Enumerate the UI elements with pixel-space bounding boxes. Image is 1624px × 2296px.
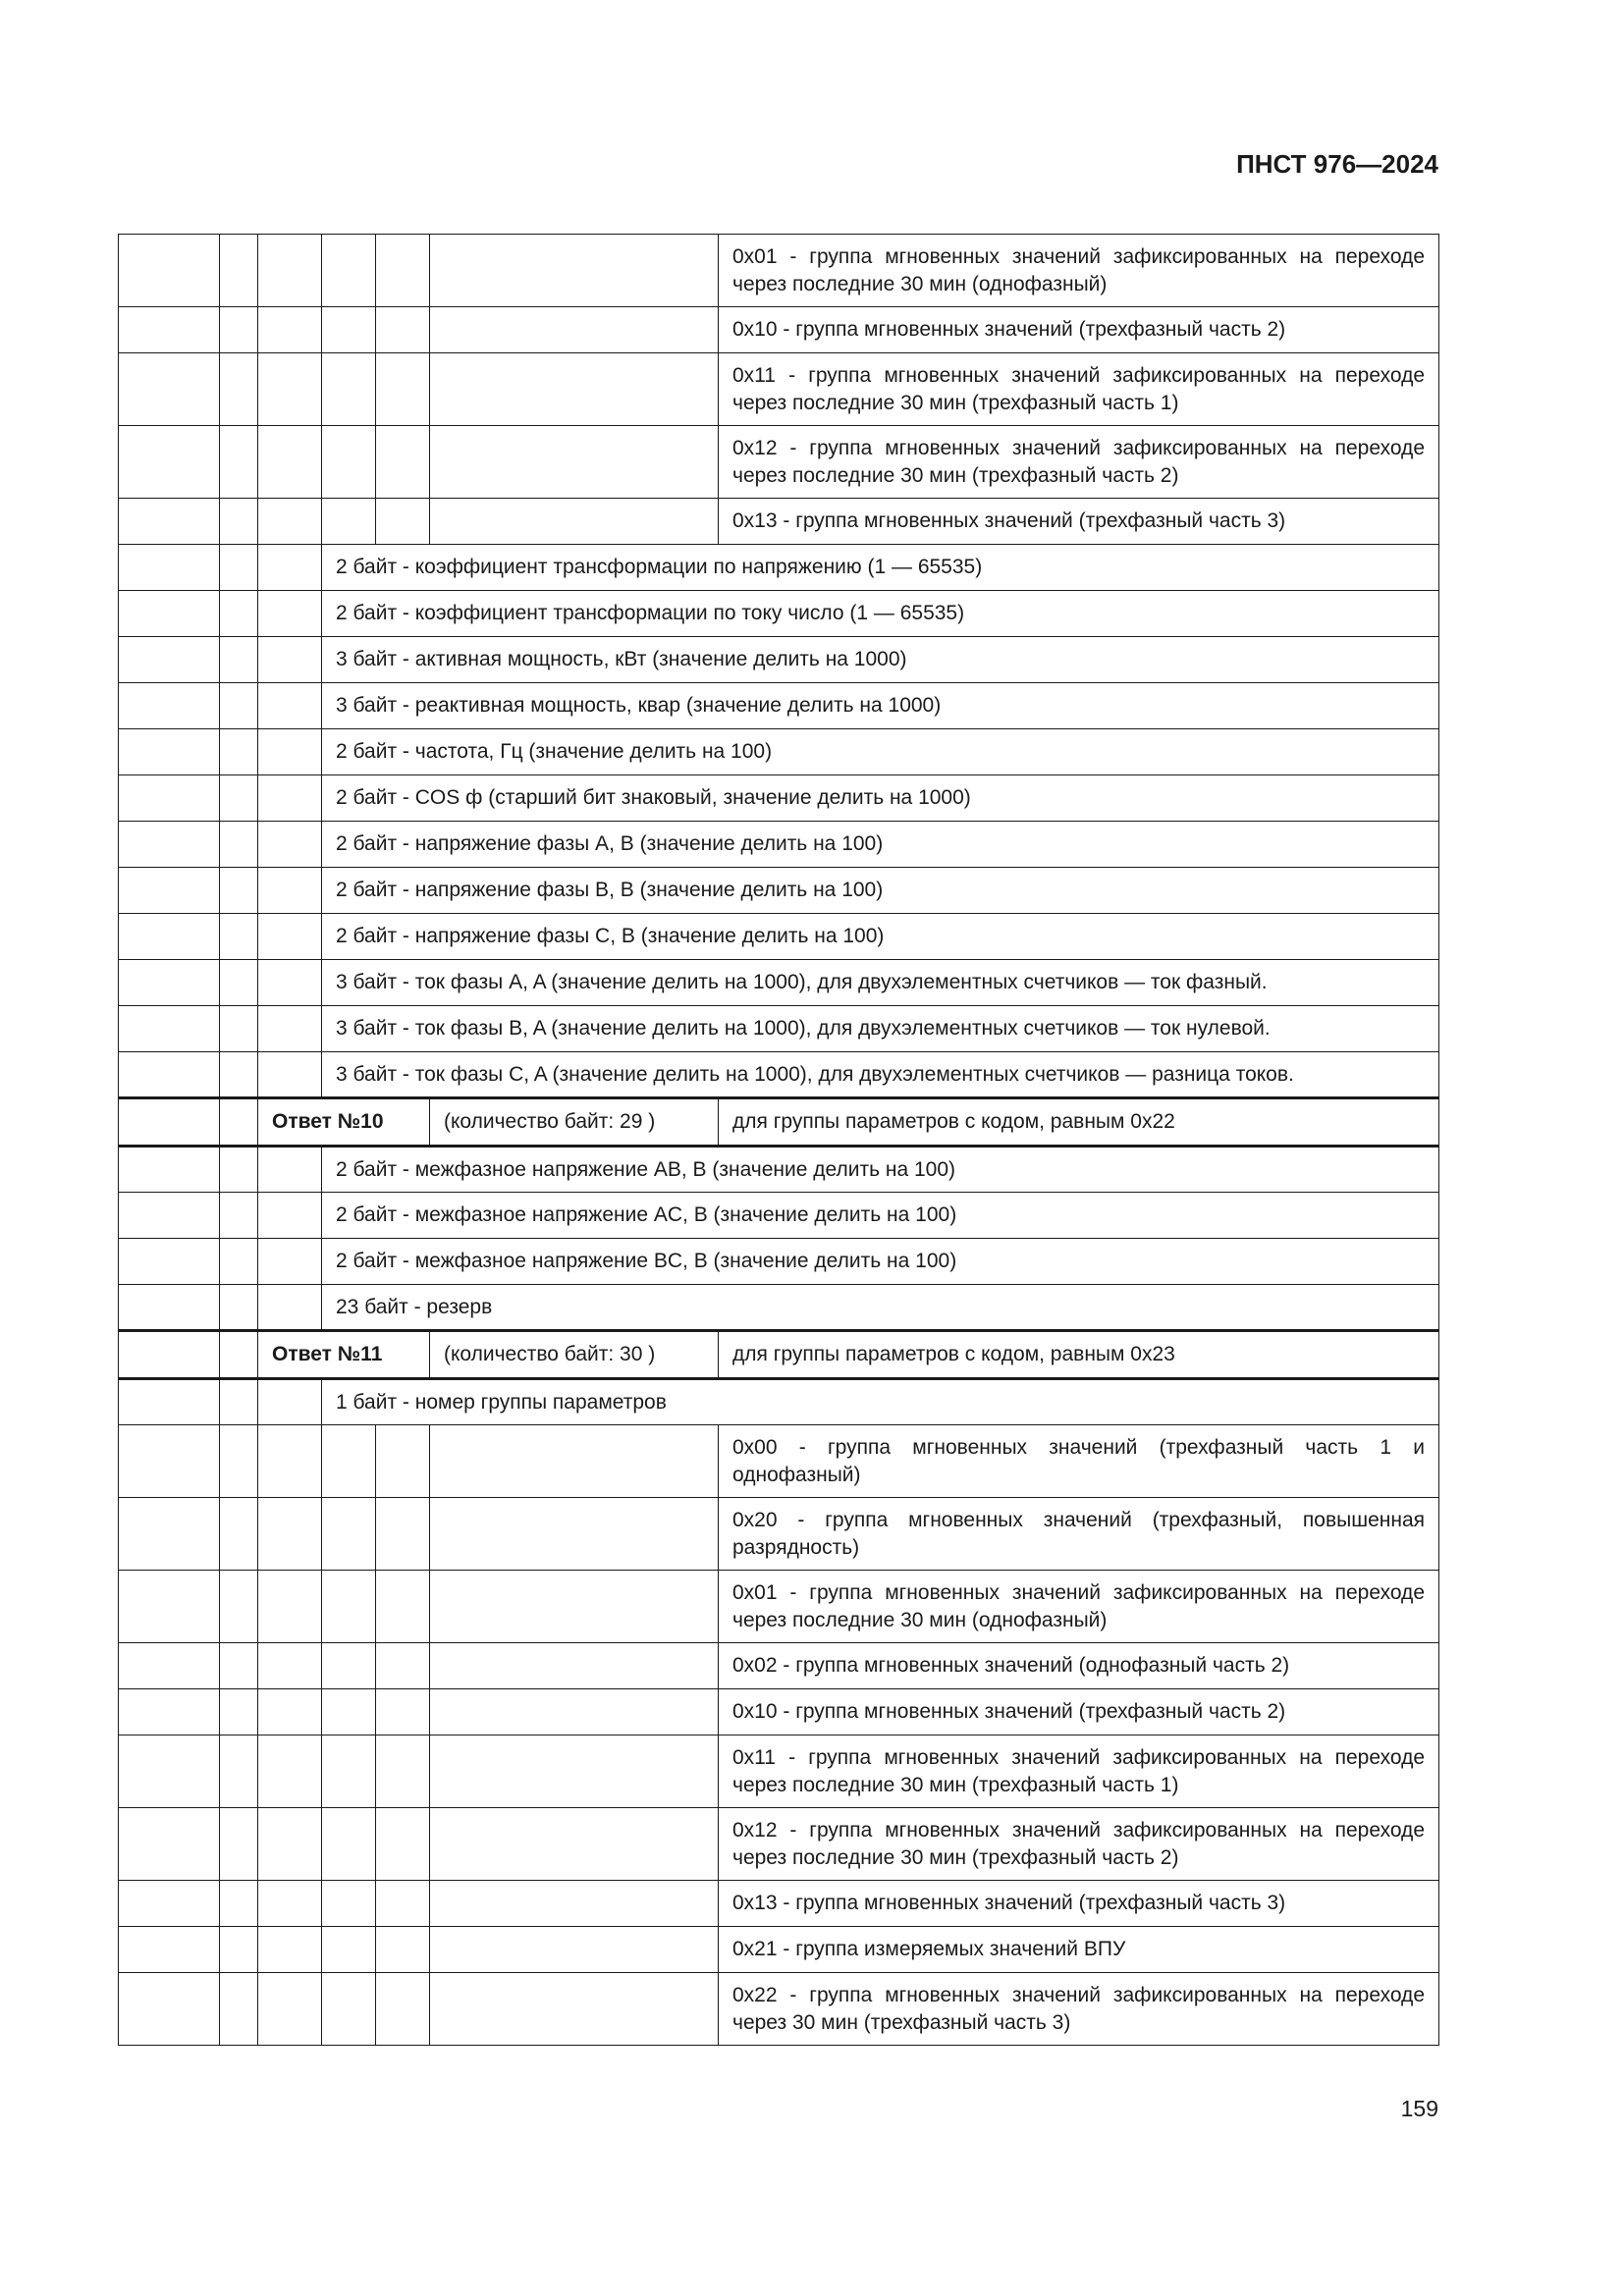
response-header-row (119, 1098, 1439, 1147)
group-code-description: 0x10 - группа мгновенных значений (трехфазный часть 2) (719, 1689, 1439, 1735)
group-code-row (119, 1973, 1439, 2046)
empty-cell (322, 1808, 376, 1881)
group-code-description: 0x12 - группа мгновенных значений зафиксированных на переходе через последние 30 мин (трехфазный часть 2) (719, 426, 1439, 499)
empty-cell (119, 426, 220, 499)
field-row (119, 822, 1439, 868)
empty-cell (220, 960, 258, 1006)
empty-cell (258, 1379, 322, 1425)
empty-cell (119, 235, 220, 307)
empty-cell (322, 1498, 376, 1571)
empty-cell (322, 426, 376, 499)
empty-cell (258, 1006, 322, 1052)
response-title: Ответ №10 (258, 1098, 430, 1147)
field-description: 2 байт - частота, Гц (значение делить на 100) (322, 729, 1439, 775)
group-code-row (119, 1735, 1439, 1808)
field-row (119, 960, 1439, 1006)
empty-cell (376, 353, 430, 426)
empty-cell (220, 729, 258, 775)
empty-cell (258, 914, 322, 960)
empty-cell (258, 235, 322, 307)
empty-cell (258, 960, 322, 1006)
empty-cell (258, 822, 322, 868)
group-code-description: 0x02 - группа мгновенных значений (однофазный часть 2) (719, 1643, 1439, 1689)
field-description: 2 байт - межфазное напряжение BC, B (значение делить на 100) (322, 1239, 1439, 1285)
empty-cell (376, 499, 430, 545)
empty-cell (258, 729, 322, 775)
empty-cell (258, 1927, 322, 1973)
empty-cell (322, 1881, 376, 1927)
field-row (119, 591, 1439, 637)
response-description: для группы параметров с кодом, равным 0x22 (719, 1098, 1439, 1147)
empty-cell (258, 775, 322, 822)
empty-cell (322, 307, 376, 353)
empty-cell (258, 1973, 322, 2046)
empty-cell (376, 426, 430, 499)
empty-cell (376, 1881, 430, 1927)
empty-cell (119, 1052, 220, 1098)
empty-cell (220, 426, 258, 499)
empty-cell (119, 1498, 220, 1571)
empty-cell (322, 1689, 376, 1735)
empty-cell (258, 1498, 322, 1571)
group-code-description: 0x13 - группа мгновенных значений (трехфазный часть 3) (719, 499, 1439, 545)
field-row (119, 1006, 1439, 1052)
empty-cell (376, 1571, 430, 1643)
response-byte-count: (количество байт: 29 ) (430, 1098, 719, 1147)
empty-cell (258, 1239, 322, 1285)
response-description: для группы параметров с кодом, равным 0x23 (719, 1331, 1439, 1379)
group-code-row (119, 235, 1439, 307)
empty-cell (430, 353, 719, 426)
field-description: 2 байт - COS ф (старший бит знаковый, значение делить на 1000) (322, 775, 1439, 822)
field-description: 2 байт - напряжение фазы B, B (значение делить на 100) (322, 868, 1439, 914)
field-description: 3 байт - активная мощность, кВт (значение делить на 1000) (322, 637, 1439, 683)
document-code: ПНСТ 976—2024 (1236, 149, 1438, 179)
empty-cell (220, 1052, 258, 1098)
empty-cell (119, 1643, 220, 1689)
empty-cell (376, 1643, 430, 1689)
empty-cell (119, 1331, 220, 1379)
empty-cell (119, 1239, 220, 1285)
empty-cell (119, 1881, 220, 1927)
empty-cell (119, 1425, 220, 1498)
field-row (119, 868, 1439, 914)
field-row (119, 1147, 1439, 1193)
empty-cell (430, 1735, 719, 1808)
empty-cell (119, 499, 220, 545)
group-code-row (119, 1881, 1439, 1927)
empty-cell (220, 822, 258, 868)
empty-cell (220, 1006, 258, 1052)
empty-cell (119, 1808, 220, 1881)
empty-cell (119, 729, 220, 775)
empty-cell (322, 1973, 376, 2046)
empty-cell (220, 499, 258, 545)
empty-cell (376, 1425, 430, 1498)
empty-cell (376, 235, 430, 307)
field-row (119, 775, 1439, 822)
empty-cell (119, 637, 220, 683)
field-row (119, 1285, 1439, 1331)
empty-cell (430, 1973, 719, 2046)
empty-cell (430, 1425, 719, 1498)
empty-cell (119, 307, 220, 353)
group-code-row (119, 1498, 1439, 1571)
field-description: 3 байт - ток фазы C, A (значение делить на 1000), для двухэлементных счетчиков — разница токов. (322, 1052, 1439, 1098)
empty-cell (430, 499, 719, 545)
empty-cell (376, 1498, 430, 1571)
empty-cell (119, 683, 220, 729)
field-description: 23 байт - резерв (322, 1285, 1439, 1331)
empty-cell (258, 1735, 322, 1808)
empty-cell (220, 1498, 258, 1571)
field-row (119, 1379, 1439, 1425)
response-byte-count: (количество байт: 30 ) (430, 1331, 719, 1379)
empty-cell (376, 1973, 430, 2046)
empty-cell (119, 1571, 220, 1643)
field-description: 3 байт - ток фазы A, A (значение делить на 1000), для двухэлементных счетчиков — ток фазный. (322, 960, 1439, 1006)
group-code-row (119, 353, 1439, 426)
empty-cell (258, 1643, 322, 1689)
empty-cell (220, 307, 258, 353)
empty-cell (220, 775, 258, 822)
group-code-description: 0x01 - группа мгновенных значений зафиксированных на переходе через последние 30 мин (однофазный) (719, 235, 1439, 307)
field-row (119, 729, 1439, 775)
field-row (119, 914, 1439, 960)
group-code-row (119, 1927, 1439, 1973)
empty-cell (376, 307, 430, 353)
empty-cell (376, 1927, 430, 1973)
empty-cell (220, 868, 258, 914)
empty-cell (322, 499, 376, 545)
empty-cell (322, 1927, 376, 1973)
empty-cell (430, 1881, 719, 1927)
group-code-row (119, 1808, 1439, 1881)
empty-cell (430, 1927, 719, 1973)
empty-cell (220, 1571, 258, 1643)
empty-cell (258, 499, 322, 545)
empty-cell (220, 1735, 258, 1808)
empty-cell (322, 1735, 376, 1808)
group-code-row (119, 1689, 1439, 1735)
empty-cell (220, 1973, 258, 2046)
group-code-description: 0x11 - группа мгновенных значений зафиксированных на переходе через последние 30 мин (трехфазный часть 1) (719, 1735, 1439, 1808)
field-description: 3 байт - реактивная мощность, квар (значение делить на 1000) (322, 683, 1439, 729)
empty-cell (258, 1425, 322, 1498)
group-code-row (119, 307, 1439, 353)
empty-cell (322, 1571, 376, 1643)
empty-cell (258, 1571, 322, 1643)
group-code-row (119, 1571, 1439, 1643)
empty-cell (430, 1571, 719, 1643)
empty-cell (258, 637, 322, 683)
group-code-row (119, 1643, 1439, 1689)
empty-cell (220, 683, 258, 729)
empty-cell (220, 637, 258, 683)
empty-cell (220, 1239, 258, 1285)
empty-cell (376, 1735, 430, 1808)
empty-cell (119, 1147, 220, 1193)
empty-cell (119, 914, 220, 960)
empty-cell (258, 1193, 322, 1239)
field-row (119, 637, 1439, 683)
empty-cell (220, 1193, 258, 1239)
empty-cell (220, 545, 258, 591)
field-row (119, 1193, 1439, 1239)
empty-cell (119, 775, 220, 822)
group-code-description: 0x13 - группа мгновенных значений (трехфазный часть 3) (719, 1881, 1439, 1927)
field-row (119, 1239, 1439, 1285)
empty-cell (322, 1643, 376, 1689)
empty-cell (258, 683, 322, 729)
empty-cell (258, 591, 322, 637)
empty-cell (258, 1881, 322, 1927)
empty-cell (220, 591, 258, 637)
response-title: Ответ №11 (258, 1331, 430, 1379)
field-description: 3 байт - ток фазы B, A (значение делить на 1000), для двухэлементных счетчиков — ток нулевой. (322, 1006, 1439, 1052)
empty-cell (119, 1927, 220, 1973)
empty-cell (258, 1285, 322, 1331)
empty-cell (119, 1735, 220, 1808)
empty-cell (430, 1689, 719, 1735)
group-code-description: 0x21 - группа измеряемых значений ВПУ (719, 1927, 1439, 1973)
field-description: 2 байт - межфазное напряжение AB, B (значение делить на 100) (322, 1147, 1439, 1193)
empty-cell (258, 426, 322, 499)
empty-cell (119, 1973, 220, 2046)
empty-cell (430, 307, 719, 353)
group-code-description: 0x12 - группа мгновенных значений зафиксированных на переходе через последние 30 мин (трехфазный часть 2) (719, 1808, 1439, 1881)
empty-cell (119, 1193, 220, 1239)
page-number: 159 (1400, 2096, 1438, 2121)
empty-cell (220, 1331, 258, 1379)
empty-cell (322, 353, 376, 426)
empty-cell (119, 1098, 220, 1147)
field-row (119, 1052, 1439, 1098)
empty-cell (220, 235, 258, 307)
empty-cell (258, 353, 322, 426)
empty-cell (119, 1285, 220, 1331)
group-code-description: 0x10 - группа мгновенных значений (трехфазный часть 2) (719, 307, 1439, 353)
empty-cell (322, 235, 376, 307)
group-code-row (119, 499, 1439, 545)
response-header-row (119, 1331, 1439, 1379)
empty-cell (376, 1808, 430, 1881)
group-code-description: 0x22 - группа мгновенных значений зафиксированных на переходе через 30 мин (трехфазный часть 3) (719, 1973, 1439, 2046)
empty-cell (220, 1881, 258, 1927)
empty-cell (220, 1927, 258, 1973)
empty-cell (119, 1689, 220, 1735)
empty-cell (220, 1285, 258, 1331)
group-code-description: 0x20 - группа мгновенных значений (трехфазный, повышенная разрядность) (719, 1498, 1439, 1571)
field-description: 2 байт - межфазное напряжение AC, B (значение делить на 100) (322, 1193, 1439, 1239)
empty-cell (258, 1689, 322, 1735)
empty-cell (220, 1643, 258, 1689)
group-code-description: 0x01 - группа мгновенных значений зафиксированных на переходе через последние 30 мин (однофазный) (719, 1571, 1439, 1643)
group-code-description: 0x00 - группа мгновенных значений (трехфазный часть 1 и однофазный) (719, 1425, 1439, 1498)
field-description: 2 байт - напряжение фазы A, B (значение делить на 100) (322, 822, 1439, 868)
empty-cell (220, 1689, 258, 1735)
empty-cell (376, 1689, 430, 1735)
empty-cell (119, 868, 220, 914)
empty-cell (119, 822, 220, 868)
empty-cell (220, 1147, 258, 1193)
empty-cell (258, 1808, 322, 1881)
empty-cell (119, 353, 220, 426)
empty-cell (220, 1808, 258, 1881)
empty-cell (430, 1498, 719, 1571)
field-description: 2 байт - напряжение фазы C, B (значение делить на 100) (322, 914, 1439, 960)
protocol-table (118, 234, 1439, 2046)
empty-cell (322, 1425, 376, 1498)
empty-cell (430, 1643, 719, 1689)
empty-cell (430, 235, 719, 307)
group-code-row (119, 426, 1439, 499)
field-description: 2 байт - коэффициент трансформации по напряжению (1 — 65535) (322, 545, 1439, 591)
empty-cell (220, 1098, 258, 1147)
group-code-row (119, 1425, 1439, 1498)
empty-cell (119, 960, 220, 1006)
field-description: 2 байт - коэффициент трансформации по току число (1 — 65535) (322, 591, 1439, 637)
empty-cell (119, 591, 220, 637)
empty-cell (119, 1006, 220, 1052)
empty-cell (258, 868, 322, 914)
empty-cell (220, 1379, 258, 1425)
empty-cell (258, 1147, 322, 1193)
field-description: 1 байт - номер группы параметров (322, 1379, 1439, 1425)
empty-cell (220, 914, 258, 960)
empty-cell (258, 1052, 322, 1098)
empty-cell (119, 1379, 220, 1425)
empty-cell (430, 426, 719, 499)
empty-cell (119, 545, 220, 591)
empty-cell (258, 545, 322, 591)
empty-cell (430, 1808, 719, 1881)
field-row (119, 545, 1439, 591)
empty-cell (258, 307, 322, 353)
empty-cell (220, 353, 258, 426)
empty-cell (220, 1425, 258, 1498)
field-row (119, 683, 1439, 729)
group-code-description: 0x11 - группа мгновенных значений зафиксированных на переходе через последние 30 мин (трехфазный часть 1) (719, 353, 1439, 426)
